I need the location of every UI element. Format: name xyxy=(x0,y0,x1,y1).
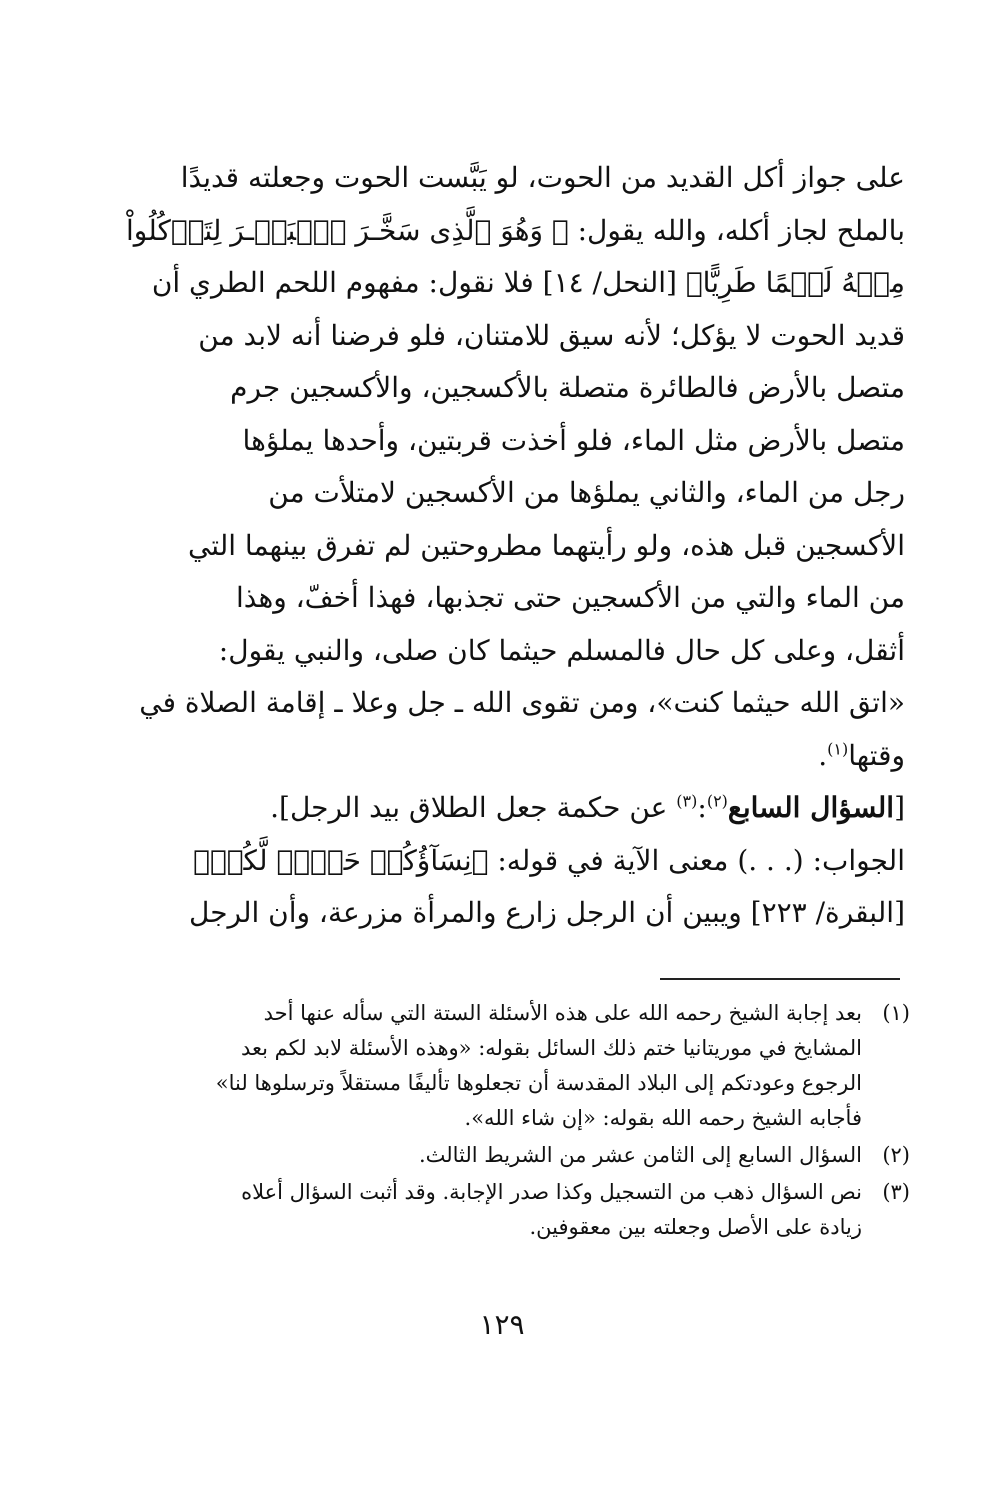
text-line: «اتق الله حيثما كنت»، ومن تقوى الله ـ جل وعلا ـ إقامة الصلاة في xyxy=(139,686,905,719)
footnote-line: نص السؤال ذهب من التسجيل وكذا صدر الإجابة. وقد أثبت السؤال أعلاه xyxy=(241,1180,862,1204)
footnote-line: زيادة على الأصل وجعلته بين معقوفين. xyxy=(529,1215,862,1239)
footnote-line: بعد إجابة الشيخ رحمه الله على هذه الأسئلة الستة التي سأله عنها أحد xyxy=(263,1001,862,1025)
footnote-divider xyxy=(660,978,900,980)
question-text: عن حكمة جعل الطلاق بيد الرجل]. xyxy=(270,791,677,824)
text-line: على جواز أكل القديد من الحوت، لو يَبَّست الحوت وجعلته قديدًا xyxy=(180,161,905,194)
footnote-marker-3: (٣) xyxy=(676,791,698,811)
bracket: [ xyxy=(894,791,905,824)
colon: : xyxy=(697,791,707,824)
text-line: رجل من الماء، والثاني يملؤها من الأكسجين لامتلأت من xyxy=(268,476,905,509)
answer-paragraph xyxy=(125,835,905,940)
question-title: السؤال السابع xyxy=(727,791,895,824)
question-heading xyxy=(125,782,905,835)
text-fragment: وقتها xyxy=(848,738,905,772)
footnote-marker-1: (١) xyxy=(827,739,849,759)
text-line-last xyxy=(125,730,905,783)
answer-line: [البقرة/ ٢٢٣] ويبين أن الرجل زارع والمرأة مزرعة، وأن الرجل xyxy=(188,896,905,929)
footnote-1 xyxy=(135,996,910,1136)
footnote-line: الرجوع وعودتكم إلى البلاد المقدسة أن تجعلوها تأليفًا مستقلاً وترسلوها لنا» xyxy=(215,1071,862,1095)
main-text xyxy=(125,152,905,940)
text-line: الأكسجين قبل هذه، ولو رأيتهما مطروحتين لم تفرق بينهما التي xyxy=(187,528,905,562)
answer-line: الجواب: (. . .) معنى الآية في قوله: ﴿نِسَآؤُكُمۡ حَرۡثٞ لَّكُمۡ﴾ xyxy=(193,843,905,877)
text-line: قديد الحوت لا يؤكل؛ لأنه سيق للامتنان، فلو فرضنا أنه لابد من xyxy=(198,318,905,352)
paragraph xyxy=(125,152,905,782)
text-line: أثقل، وعلى كل حال فالمسلم حيثما كان صلى، والنبي يقول: xyxy=(218,633,905,667)
text-line: مِنۡهُ لَحۡمًا طَرِيًّا﴾ [النحل/ ١٤] فلا نقول: مفهوم اللحم الطري أن xyxy=(151,266,905,299)
footnote-3 xyxy=(135,1175,910,1245)
footnote-marker-2: (٢) xyxy=(706,791,728,811)
footnote-number: (١) xyxy=(882,1001,910,1025)
text-line: بالملح لجاز أكله، والله يقول: ﴿ وَهُوَ ٱلَّذِى سَخَّـرَ ٱلۡبَحۡـرَ لِتَأۡكُلُواْ xyxy=(125,213,905,247)
punctuation: . xyxy=(818,738,828,772)
page-number: ١٢٩ xyxy=(479,1308,525,1341)
text-line: من الماء والتي من الأكسجين حتى تجذبها، فهذا أخفّ، وهذا xyxy=(235,581,905,614)
footnote-text xyxy=(135,1138,862,1173)
question-line xyxy=(125,782,905,835)
footnote-number: (٣) xyxy=(882,1180,910,1204)
footnote-text xyxy=(135,996,862,1136)
text-line: متصل بالأرض مثل الماء، فلو أخذت قربتين، وأحدها يملؤها xyxy=(242,423,905,457)
footnote-2 xyxy=(135,1138,910,1173)
footnote-text xyxy=(135,1175,862,1245)
footnotes xyxy=(135,996,910,1247)
footnote-number: (٢) xyxy=(882,1143,910,1167)
text-line: متصل بالأرض فالطائرة متصلة بالأكسجين، والأكسجين جرم xyxy=(230,371,905,404)
footnote-line: المشايخ في موريتانيا ختم ذلك السائل بقوله: «وهذه الأسئلة لابد لكم بعد xyxy=(240,1036,862,1060)
footnote-line: السؤال السابع إلى الثامن عشر من الشريط الثالث. xyxy=(418,1143,862,1167)
footnote-line: فأجابه الشيخ رحمه الله بقوله: «إن شاء الله». xyxy=(464,1106,862,1130)
